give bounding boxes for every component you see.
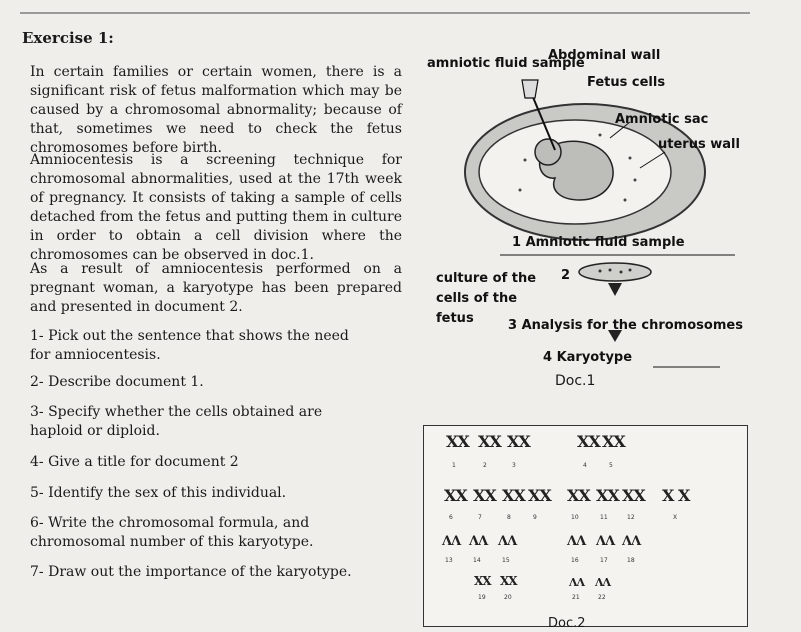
- chromosome-pair: ХХ: [577, 432, 600, 451]
- chromosome-pair: ХХ: [500, 574, 517, 588]
- question-3: 3- Specify whether the cells obtained are haploid or diploid.: [30, 404, 323, 439]
- label-amniotic-sac: Amniotic sac: [615, 112, 709, 127]
- fetus-head: [535, 139, 561, 165]
- question-7: 7- Draw out the importance of the karyotype.: [30, 564, 352, 580]
- chromosome-pair: ХХ: [446, 432, 469, 451]
- chromosome-pair: ΛΛ: [498, 534, 517, 549]
- pair-number: 5: [609, 462, 613, 469]
- chromosome-pair: ΛΛ: [596, 534, 615, 549]
- label-step3: 3 Analysis for the chromosomes: [508, 318, 743, 333]
- question-2: 2- Describe document 1.: [30, 374, 204, 390]
- pair-number: 13: [445, 557, 453, 564]
- pair-number: 6: [449, 514, 453, 521]
- pair-number: 2: [483, 462, 487, 469]
- chromosome-pair: ХХ: [507, 432, 530, 451]
- pair-number: 11: [600, 514, 608, 521]
- chromosome-pair: ΛΛ: [622, 534, 641, 549]
- pair-number: 1: [452, 462, 456, 469]
- paragraph-amniocentesis: Amniocentesis is a screening technique for chromosomal abnormalities, used at the 17th week of pregnancy. It consists of taking a sample of cells detached from the fetus and putting them in culture in order to obtain a cell division where the chromosomes can be observed in doc.1.: [30, 152, 402, 263]
- chromosome-pair: ХХ: [567, 486, 590, 505]
- amniocentesis-illustration: [425, 40, 745, 390]
- pair-number: 18: [627, 557, 635, 564]
- pair-number: 16: [571, 557, 579, 564]
- karyotype-panel: [423, 425, 748, 627]
- label-uterus-wall: uterus wall: [658, 137, 740, 152]
- pair-number: 14: [473, 557, 481, 564]
- pair-number: 7: [478, 514, 482, 521]
- paragraph-intro: In certain families or certain women, there is a significant risk of fetus malformation which may be caused by a chromosomal abnormality; because of that, sometimes we need to check the fetus chromosomes before birth.: [30, 64, 402, 156]
- chromosome-pair: ΛΛ: [469, 534, 488, 549]
- pair-number: 8: [507, 514, 511, 521]
- label-step2: 2: [561, 268, 571, 283]
- question-1: 1- Pick out the sentence that shows the need for amniocentesis.: [30, 328, 349, 363]
- chromosome-pair: ХХ: [528, 486, 551, 505]
- chromosome-pair: ΛΛ: [569, 576, 585, 589]
- question-5: 5- Identify the sex of this individual.: [30, 485, 287, 501]
- pair-number: 3: [512, 462, 516, 469]
- label-abdominal-wall: Abdominal wall: [548, 48, 661, 63]
- pair-number: 10: [571, 514, 579, 521]
- doc1-caption: Doc.1: [555, 373, 596, 389]
- chromosome-pair: ХХ: [602, 432, 625, 451]
- chromosome-pair: ΛΛ: [567, 534, 586, 549]
- pair-number: X: [673, 514, 678, 521]
- chromosome-pair: ХХ: [478, 432, 501, 451]
- chromosome-pair: ХХ: [596, 486, 619, 505]
- paragraph-result: As a result of amniocentesis performed on a pregnant woman, a karyotype has been prepared and presented in document 2.: [30, 261, 402, 315]
- label-culture: culture of the cells of the fetus: [436, 271, 537, 326]
- chromosome-pair: ΛΛ: [442, 534, 461, 549]
- culture-dish: [579, 263, 651, 281]
- pair-number: 9: [533, 514, 537, 521]
- label-step4: 4 Karyotype: [543, 350, 633, 365]
- pair-number: 12: [627, 514, 635, 521]
- pair-number: 19: [478, 594, 486, 601]
- chromosome-pair: ХХ: [444, 486, 467, 505]
- chromosome-pair: ХХ: [622, 486, 645, 505]
- pair-number: 20: [504, 594, 512, 601]
- doc2-caption: Doc.2: [548, 616, 586, 631]
- pair-number: 22: [598, 594, 606, 601]
- pair-number: 21: [572, 594, 580, 601]
- chromosome-pair: Х Х: [662, 486, 690, 505]
- chromosome-pair: ХХ: [502, 486, 525, 505]
- exercise-title: Exercise 1:: [22, 29, 114, 47]
- question-4: 4- Give a title for document 2: [30, 454, 239, 470]
- arrow-down-1: [608, 283, 622, 296]
- label-fetus-cells: Fetus cells: [587, 75, 666, 90]
- pair-number: 17: [600, 557, 608, 564]
- question-6: 6- Write the chromosomal formula, and chromosomal number of this karyotype.: [30, 515, 314, 550]
- chromosome-pair: ΛΛ: [595, 576, 611, 589]
- label-step1: 1 Amniotic fluid sample: [512, 235, 685, 250]
- chromosome-pair: ХХ: [473, 486, 496, 505]
- pair-number: 4: [583, 462, 587, 469]
- label-amniotic-fluid: amniotic fluid sample: [427, 56, 585, 71]
- chromosome-pair: ХХ: [474, 574, 491, 588]
- top-divider: [20, 12, 750, 14]
- doc1-diagram: [425, 40, 745, 390]
- pair-number: 15: [502, 557, 510, 564]
- syringe: [522, 80, 538, 98]
